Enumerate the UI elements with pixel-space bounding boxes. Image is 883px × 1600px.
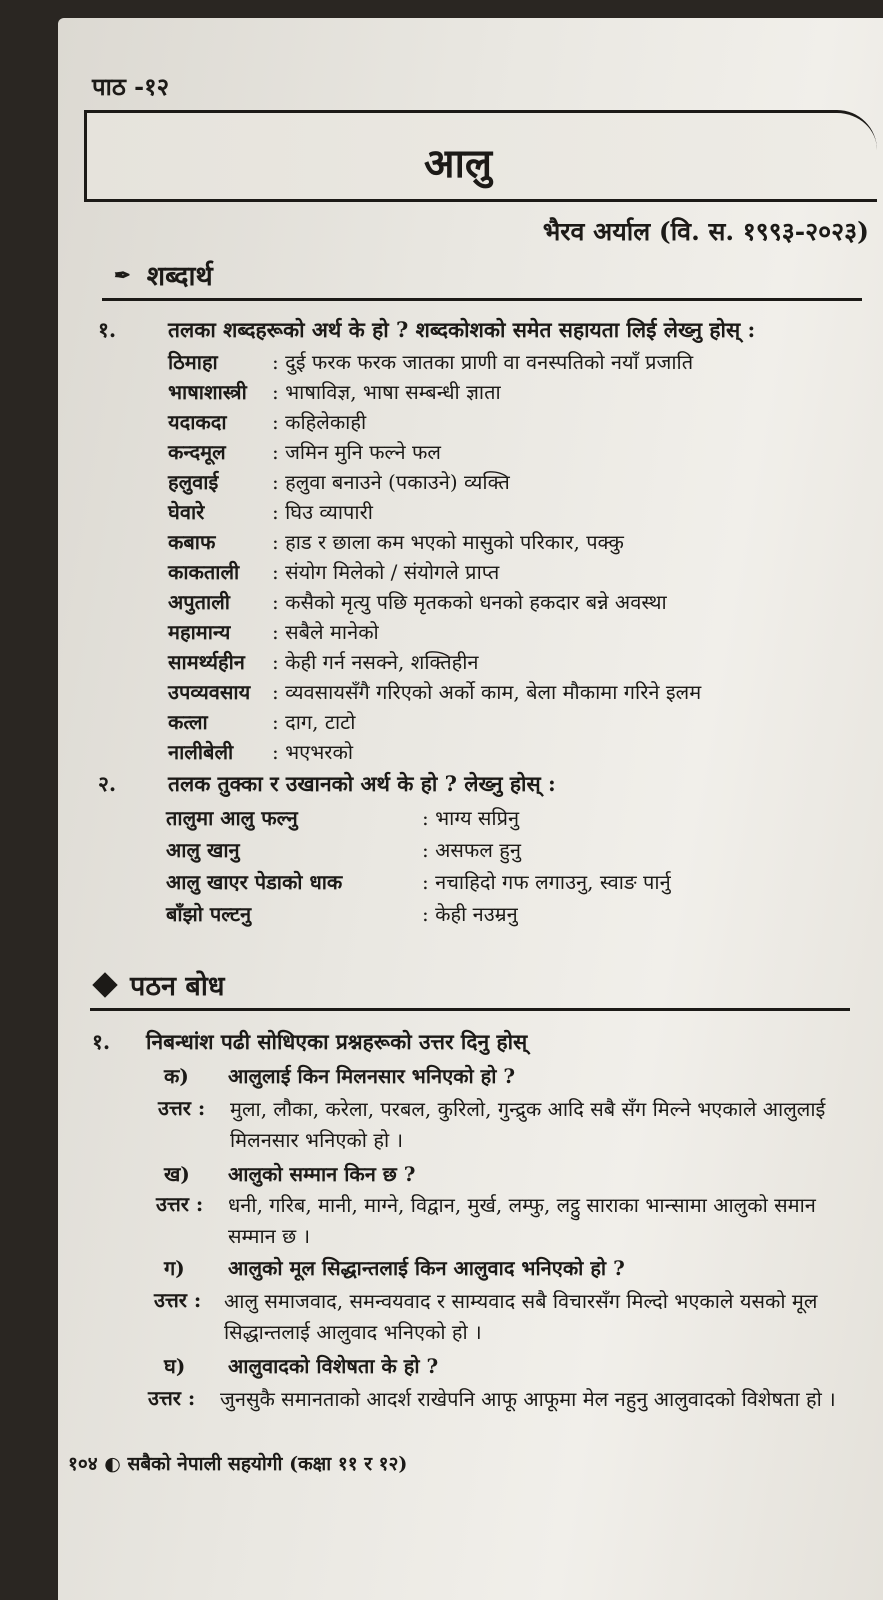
question-text: तलका शब्दहरूको अर्थ के हो ? शब्दकोशको समेत सहायता लिई लेख्नु होस् :	[168, 317, 756, 342]
answer-text: धनी, गरिब, मानी, माग्ने, विद्वान, मुर्ख, लम्फु, लट्ठु साराका भान्सामा आलुको समान सम्मान छ ।	[228, 1193, 816, 1248]
answer-text: मुला, लौका, करेला, परबल, कुरिलो, गुन्द्रुक आदि सबै सँग मिल्ने भएकाले आलुलाई मिलनसार भनिएको हो ।	[230, 1097, 826, 1152]
sub-question-label: घ)	[164, 1354, 186, 1378]
vocab-word: काकताली	[168, 560, 240, 584]
sub-question-text: आलुको सम्मान किन छ ?	[228, 1162, 416, 1186]
pen-icon: ✒	[114, 262, 131, 287]
vocab-word: यदाकदा	[168, 410, 227, 434]
diamond-icon	[92, 972, 117, 997]
idiom-phrase: बाँझो पल्टनु	[166, 902, 252, 926]
idiom-phrase: आलु खानु	[166, 838, 240, 862]
reading-heading	[96, 966, 224, 1003]
vocab-meaning: : हाड र छाला कम भएको मासुको परिकार, पक्कु	[272, 530, 624, 554]
answer-label: उत्तर :	[154, 1288, 202, 1312]
page-number: १०४	[68, 1453, 98, 1475]
question-text: निबन्धांश पढी सोधिएका प्रश्नहरूको उत्तर दिनु होस्	[146, 1029, 528, 1054]
reading-heading-text: पठन बोध	[130, 971, 225, 1002]
idiom-phrase: तालुमा आलु फल्नु	[166, 806, 298, 830]
vocab-meaning: : केही गर्न नसक्ने, शक्तिहीन	[272, 650, 479, 674]
vocab-word: भाषाशास्त्री	[168, 380, 247, 404]
vocab-meaning: : जमिन मुनि फल्ने फल	[272, 440, 441, 464]
vocab-meaning: : भाषाविज्ञ, भाषा सम्बन्धी ज्ञाता	[272, 380, 501, 404]
vocab-word: घेवारे	[168, 500, 205, 524]
answer-text: जुनसुकै समानताको आदर्श राखेपनि आफू आफूमा मेल नहुनु आलुवादको विशेषता हो ।	[220, 1387, 836, 1411]
sub-question-text: आलुवादको विशेषता के हो ?	[228, 1354, 439, 1378]
vocab-meaning: : दुई फरक फरक जातका प्राणी वा वनस्पतिको नयाँ प्रजाति	[272, 350, 694, 374]
section-rule	[90, 1008, 850, 1011]
sub-question-text: आलुको मूल सिद्धान्तलाई किन आलुवाद भनिएको हो ?	[228, 1256, 625, 1280]
vocab-word: महामान्य	[168, 620, 231, 644]
vocab-word: कत्ला	[168, 710, 208, 734]
vocab-meaning: : संयोग मिलेको / संयोगले प्राप्त	[272, 560, 500, 584]
question-number: १.	[98, 317, 117, 342]
bullet-icon: ◐	[104, 1453, 121, 1475]
vocab-word: अपुताली	[168, 590, 230, 614]
vocab-word: सामर्थ्यहीन	[168, 650, 245, 674]
question-number: २.	[98, 771, 117, 796]
lesson-number: पाठ -१२	[92, 72, 170, 101]
vocab-word: उपव्यवसाय	[168, 680, 251, 704]
page-footer	[68, 1450, 407, 1476]
idiom-meaning: : केही नउम्रनु	[422, 902, 518, 926]
sub-question-label: ग)	[164, 1256, 185, 1280]
idiom-meaning: : असफल हुनु	[422, 838, 521, 862]
sub-question-label: क)	[164, 1064, 189, 1088]
vocab-meaning: : घिउ व्यापारी	[272, 500, 373, 524]
vocab-word: नालीबेली	[168, 740, 234, 764]
idiom-meaning: : नचाहिदो गफ लगाउनु, स्वाङ पार्नु	[422, 870, 671, 894]
author-line: भैरव अर्याल (वि. स. १९९३-२०२३)	[542, 217, 869, 246]
answer-text: आलु समाजवाद, समन्वयवाद र साम्यवाद सबै विचारसँग मिल्दो भएकाले यसको मूल सिद्धान्तलाई आलुवाद भनिएको हो ।	[224, 1289, 818, 1344]
idiom-phrase: आलु खाएर पेडाको धाक	[166, 870, 343, 894]
vocab-heading-text: शब्दार्थ	[146, 261, 213, 292]
section-rule	[102, 298, 862, 301]
question-text: तलक तुक्का र उखानको अर्थ के हो ? लेख्नु होस् :	[168, 771, 556, 796]
answer-label: उत्तर :	[148, 1386, 196, 1410]
vocab-meaning: : सबैले मानेको	[272, 620, 379, 644]
vocab-meaning: : व्यवसायसँगै गरिएको अर्को काम, बेला मौकामा गरिने इलम	[272, 680, 702, 704]
sub-question-text: आलुलाई किन मिलनसार भनिएको हो ?	[228, 1064, 516, 1088]
vocab-meaning: : कसैको मृत्यु पछि मृतकको धनको हकदार बन्ने अवस्था	[272, 590, 667, 614]
vocab-word: कन्दमूल	[168, 440, 226, 464]
answer-label: उत्तर :	[158, 1096, 206, 1120]
sub-question-label: ख)	[164, 1162, 190, 1186]
question-number: १.	[92, 1029, 111, 1054]
vocab-meaning: : भएभरको	[272, 740, 353, 764]
vocab-meaning: : कहिलेकाही	[272, 410, 367, 434]
book-title: सबैको नेपाली सहयोगी (कक्षा ११ र १२)	[127, 1453, 408, 1475]
vocab-meaning: : हलुवा बनाउने (पकाउने) व्यक्ति	[272, 470, 510, 494]
idiom-meaning: : भाग्य सप्रिनु	[422, 806, 520, 830]
vocab-word: कबाफ	[168, 530, 216, 554]
vocab-meaning: : दाग, टाटो	[272, 710, 356, 734]
answer-label: उत्तर :	[156, 1192, 204, 1216]
lesson-title: आलु	[424, 140, 492, 187]
textbook-page	[58, 18, 883, 1600]
vocab-heading	[114, 256, 213, 293]
vocab-word: ठिमाहा	[168, 350, 218, 374]
vocab-word: हलुवाई	[168, 470, 219, 494]
